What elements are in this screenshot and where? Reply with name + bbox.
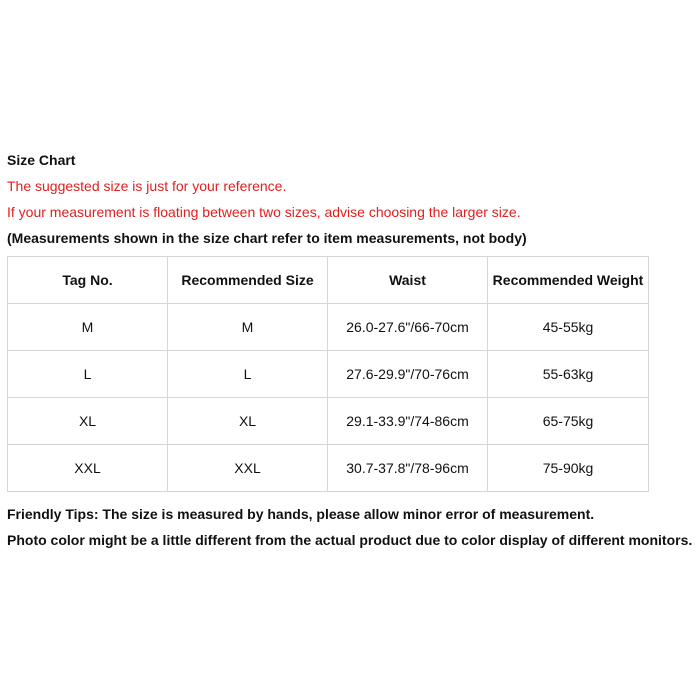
table-row xyxy=(8,304,649,351)
cell-tag-no: XXL xyxy=(8,445,168,492)
cell-recommended-size: XL xyxy=(168,398,328,445)
cell-recommended-weight: 55-63kg xyxy=(488,351,649,398)
cell-recommended-size: M xyxy=(168,304,328,351)
header-recommended-weight: Recommended Weight xyxy=(488,257,649,304)
table-row xyxy=(8,445,649,492)
table-row xyxy=(8,351,649,398)
cell-waist: 29.1-33.9"/74-86cm xyxy=(328,398,488,445)
size-chart-document xyxy=(7,147,697,553)
measurement-note: (Measurements shown in the size chart refer to item measurements, not body) xyxy=(7,230,527,246)
larger-size-advice: If your measurement is floating between two sizes, advise choosing the larger size. xyxy=(7,204,521,220)
size-table xyxy=(7,256,649,492)
friendly-tip: Friendly Tips: The size is measured by hands, please allow minor error of measurement. xyxy=(7,506,595,522)
cell-recommended-size: L xyxy=(168,351,328,398)
size-chart-heading: Size Chart xyxy=(7,152,76,168)
photo-color-tip: Photo color might be a little different from the actual product due to color display of different monitors. xyxy=(7,532,693,548)
tips-section xyxy=(7,501,697,553)
header-recommended-size: Recommended Size xyxy=(168,257,328,304)
cell-recommended-size: XXL xyxy=(168,445,328,492)
header-tag-no: Tag No. xyxy=(8,257,168,304)
cell-waist: 27.6-29.9"/70-76cm xyxy=(328,351,488,398)
table-row xyxy=(8,398,649,445)
cell-recommended-weight: 45-55kg xyxy=(488,304,649,351)
header-waist: Waist xyxy=(328,257,488,304)
cell-tag-no: M xyxy=(8,304,168,351)
cell-tag-no: L xyxy=(8,351,168,398)
cell-waist: 30.7-37.8"/78-96cm xyxy=(328,445,488,492)
reference-notice: The suggested size is just for your reference. xyxy=(7,178,287,194)
cell-recommended-weight: 65-75kg xyxy=(488,398,649,445)
cell-waist: 26.0-27.6"/66-70cm xyxy=(328,304,488,351)
cell-tag-no: XL xyxy=(8,398,168,445)
cell-recommended-weight: 75-90kg xyxy=(488,445,649,492)
table-header-row xyxy=(8,257,649,304)
